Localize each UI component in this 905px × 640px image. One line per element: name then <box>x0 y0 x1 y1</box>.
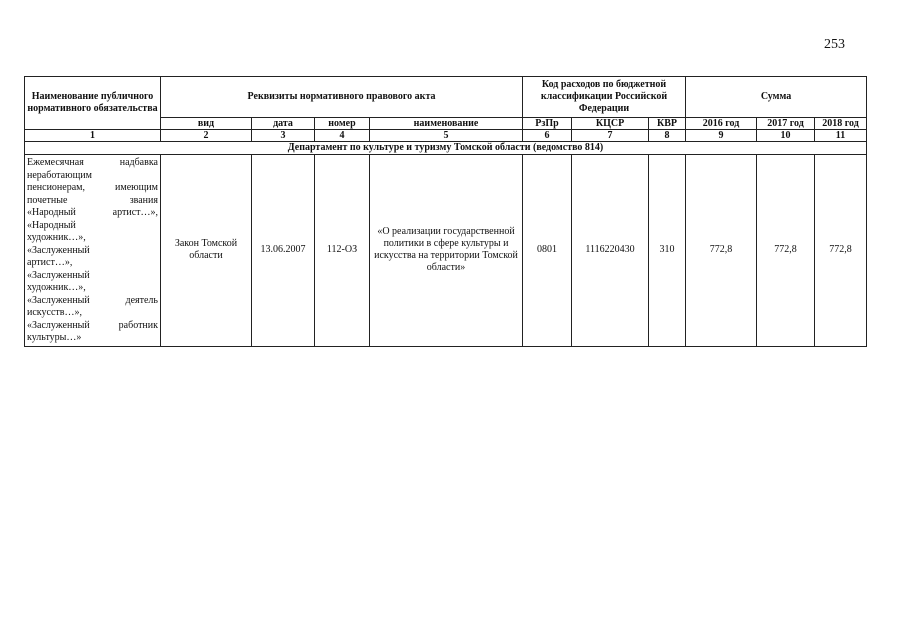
act-kind-cell: Закон Томской области <box>161 155 252 347</box>
obligation-line: неработающим <box>27 169 92 181</box>
obligation-line: артист…», <box>27 257 73 268</box>
kvr-cell: 310 <box>649 155 686 347</box>
header-kcsr: КЦСР <box>572 118 649 130</box>
header-year-2018: 2018 год <box>815 118 867 130</box>
header-name: наименование <box>370 118 523 130</box>
obligation-line: культуры…» <box>27 332 82 343</box>
header-number: номер <box>315 118 370 130</box>
sum-2018-cell: 772,8 <box>815 155 867 347</box>
column-number: 5 <box>370 130 523 142</box>
obligation-line: художник…», <box>27 282 86 293</box>
obligation-line: искусств…», <box>27 307 82 318</box>
column-number: 11 <box>815 130 867 142</box>
act-name-cell: «О реализации государственной политики в сфере культуры и искусства на территории Томской области» <box>370 155 523 347</box>
column-number: 2 <box>161 130 252 142</box>
kcsr-cell: 1116220430 <box>572 155 649 347</box>
act-number-cell: 112-ОЗ <box>315 155 370 347</box>
column-number: 7 <box>572 130 649 142</box>
obligation-line: почетные звания <box>27 194 158 206</box>
header-year-2016: 2016 год <box>686 118 757 130</box>
header-budget-code: Код расходов по бюджетной классификации Российской Федерации <box>523 77 686 118</box>
column-number: 9 <box>686 130 757 142</box>
page-number: 253 <box>824 37 845 52</box>
header-kvr: КВР <box>649 118 686 130</box>
obligation-line: «Народный артист…», <box>27 207 158 218</box>
rzpr-cell: 0801 <box>523 155 572 347</box>
sum-2016-cell: 772,8 <box>686 155 757 347</box>
column-number-row <box>25 130 867 142</box>
header-sum: Сумма <box>686 77 867 118</box>
obligation-line: пенсионерам, имеющим <box>27 182 158 193</box>
department-row <box>25 142 867 155</box>
header-obligation-name: Наименование публичного нормативного обязательства <box>25 77 161 130</box>
obligation-line: «Народный <box>27 219 76 231</box>
header-act-requisites: Реквизиты нормативного правового акта <box>161 77 523 118</box>
obligation-line: «Заслуженный <box>27 244 90 256</box>
column-number: 8 <box>649 130 686 142</box>
budget-table <box>24 76 867 347</box>
table-row <box>25 155 867 347</box>
obligation-line: «Заслуженный работник <box>27 319 158 331</box>
header-row-top <box>25 77 867 118</box>
obligation-cell <box>25 155 161 347</box>
header-rzpr: РзПр <box>523 118 572 130</box>
obligation-line: художник…», <box>27 232 86 243</box>
column-number: 10 <box>757 130 815 142</box>
column-number: 1 <box>25 130 161 142</box>
department-title: Департамент по культуре и туризму Томской области (ведомство 814) <box>25 142 867 155</box>
header-date: дата <box>252 118 315 130</box>
column-number: 3 <box>252 130 315 142</box>
sum-2017-cell: 772,8 <box>757 155 815 347</box>
obligation-line: Ежемесячная надбавка <box>27 157 158 168</box>
obligation-line: «Заслуженный <box>27 269 90 281</box>
obligation-line: «Заслуженный деятель <box>27 294 158 306</box>
header-kind: вид <box>161 118 252 130</box>
column-number: 6 <box>523 130 572 142</box>
act-date-cell: 13.06.2007 <box>252 155 315 347</box>
column-number: 4 <box>315 130 370 142</box>
header-year-2017: 2017 год <box>757 118 815 130</box>
